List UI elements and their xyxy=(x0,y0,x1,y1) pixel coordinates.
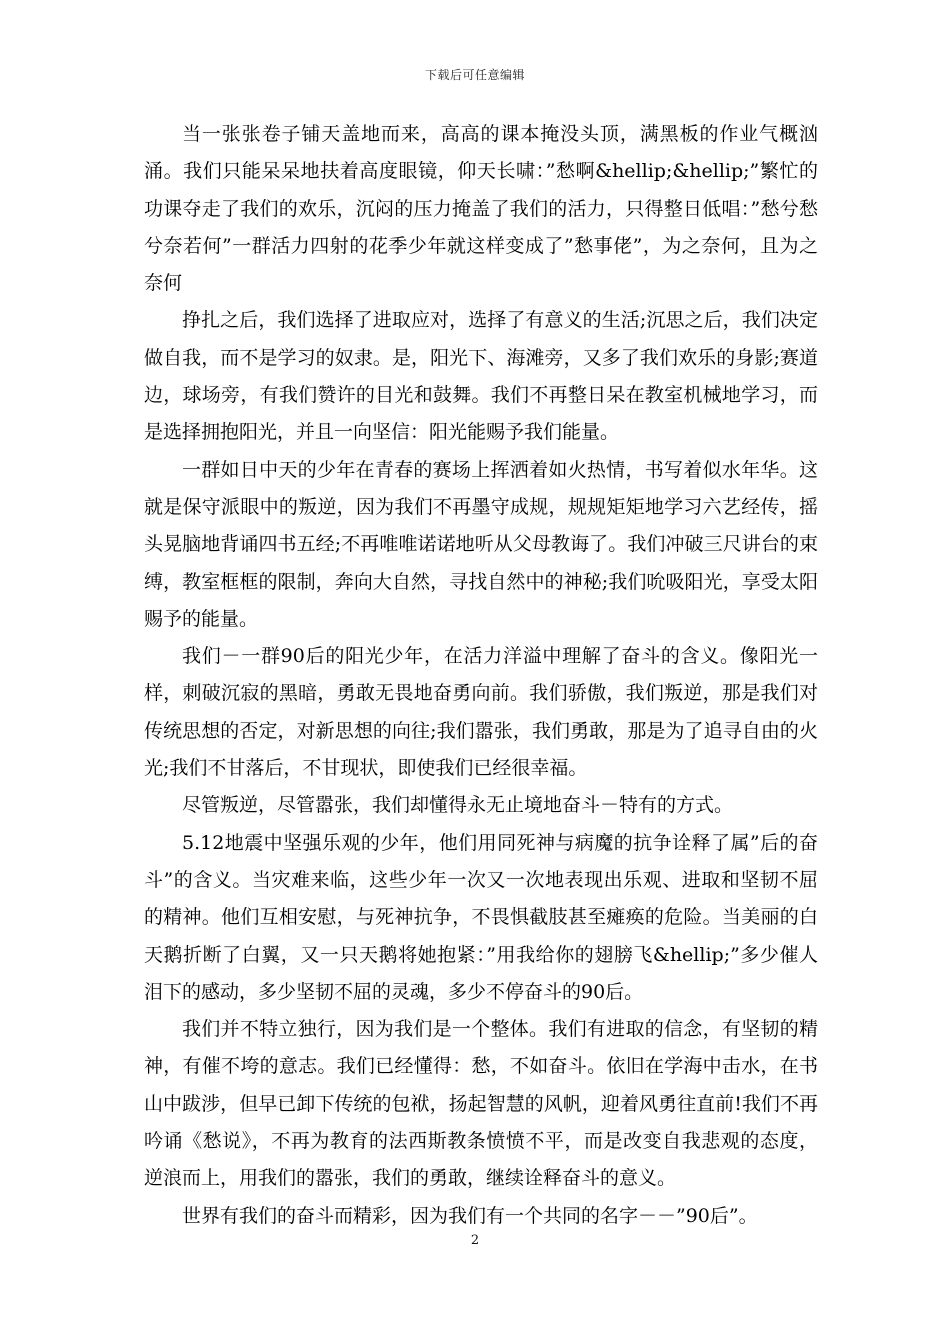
paragraph: 挣扎之后，我们选择了进取应对，选择了有意义的生活;沉思之后，我们决定做自我，而不是学习的奴隶。是，阳光下、海滩旁，又多了我们欢乐的身影;赛道边，球场旁，有我们赞许的目光和鼓舞。我们不再整日呆在教室机械地学习，而是选择拥抱阳光，并且一向坚信：阳光能赐予我们能量。 xyxy=(144,309,818,444)
paragraph: 世界有我们的奋斗而精彩，因为我们有一个共同的名字－－”90后”。 xyxy=(182,1204,758,1227)
paragraph: 我们－一群90后的阳光少年，在活力洋溢中理解了奋斗的含义。像阳光一样，刺破沉寂的黑暗，勇敢无畏地奋勇向前。我们骄傲，我们叛逆，那是我们对传统思想的否定，对新思想的向往;我们嚣张，我们勇敢，那是为了追寻自由的火光;我们不甘落后，不甘现状，即使我们已经很幸福。 xyxy=(144,645,818,780)
paragraph: 当一张张卷子铺天盖地而来，高高的课本掩没头顶，满黑板的作业气概汹涌。我们只能呆呆地扶着高度眼镜，仰天长啸：”愁啊&hellip;&hellip;”繁忙的功课夺走了我们的欢乐，沉闷的压力掩盖了我们的活力，只得整日低唱：”愁兮愁兮奈若何”一群活力四射的花季少年就这样变成了”愁事佬”，为之奈何，且为之奈何 xyxy=(144,123,818,295)
paragraph: 我们并不特立独行，因为我们是一个整体。我们有进取的信念，有坚韧的精神，有催不垮的意志。我们已经懂得：愁，不如奋斗。依旧在学海中击水，在书山中跋涉，但早已卸下传统的包袱，扬起智慧的风帆，迎着风勇往直前!我们不再吟诵《愁说》，不再为教育的法西斯教条愤愤不平，而是改变自我悲观的态度，逆浪而上，用我们的嚣张，我们的勇敢，继续诠释奋斗的意义。 xyxy=(144,1018,818,1190)
document-body xyxy=(144,116,818,1235)
paragraph: 尽管叛逆，尽管嚣张，我们却懂得永无止境地奋斗－特有的方式。 xyxy=(182,794,734,817)
page-header: 下载后可任意编辑 xyxy=(424,68,525,82)
paragraph: 5.12地震中坚强乐观的少年，他们用同死神与病魔的抗争诠释了属”后的奋斗”的含义。当灾难来临，这些少年一次又一次地表现出乐观、进取和坚韧不屈的精神。他们互相安慰，与死神抗争，不畏惧截肢甚至瘫痪的危险。当美丽的白天鹅折断了白翼，又一只天鹅将她抱紧：”用我给你的翅膀飞&hellip;”多少催人泪下的感动，多少坚韧不屈的灵魂，多少不停奋斗的90后。 xyxy=(144,831,818,1003)
page-number: 2 xyxy=(470,1233,480,1248)
paragraph: 一群如日中天的少年在青春的赛场上挥洒着如火热情，书写着似水年华。这就是保守派眼中的叛逆，因为我们不再墨守成规，规规矩矩地学习六艺经传，摇头晃脑地背诵四书五经;不再唯唯诺诺地听从父母教诲了。我们冲破三尺讲台的束缚，教室框框的限制，奔向大自然，寻找自然中的神秘;我们吮吸阳光，享受太阳赐予的能量。 xyxy=(144,458,818,630)
